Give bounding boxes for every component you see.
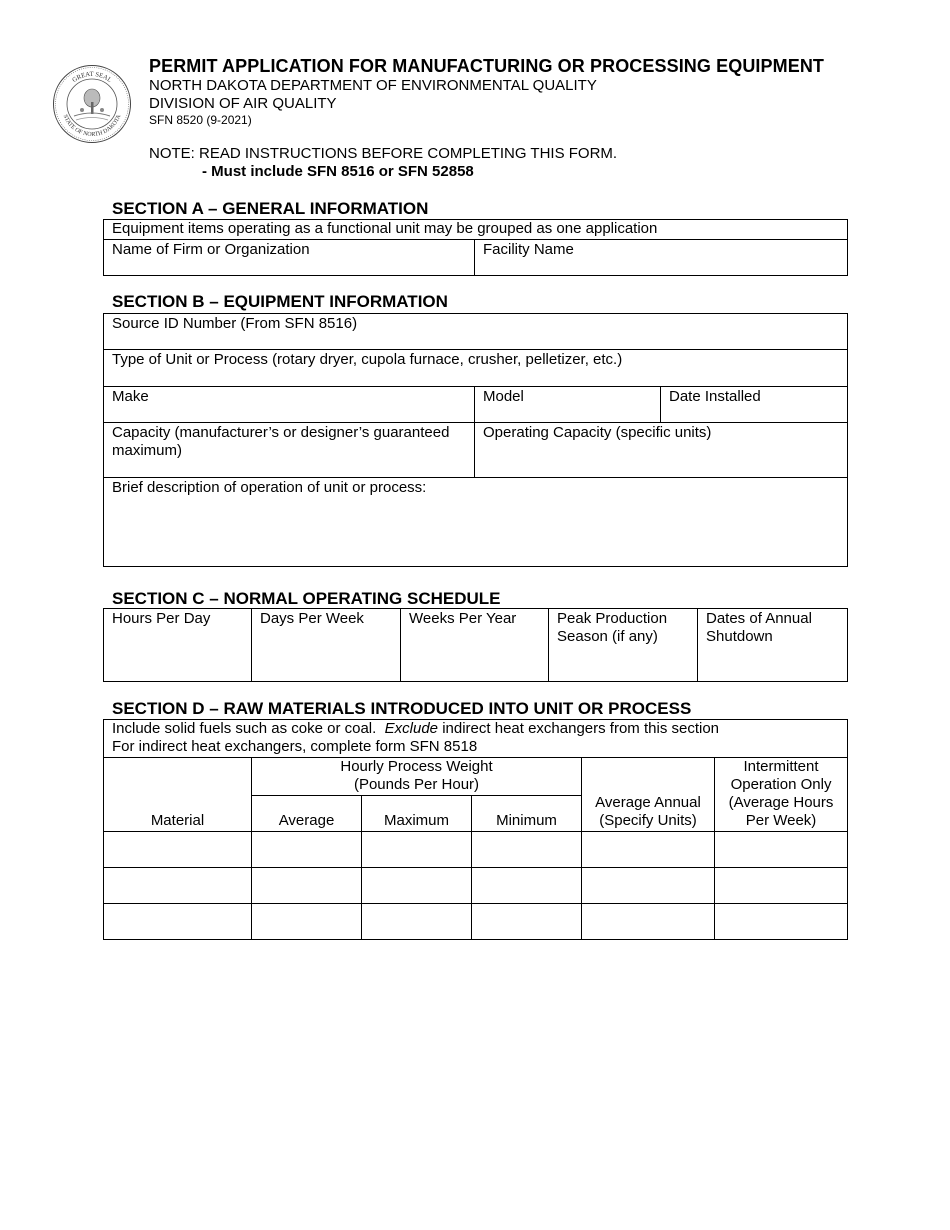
operating-capacity-field[interactable]	[475, 423, 848, 478]
facility-name-label: Facility Name	[483, 241, 574, 258]
form-title: PERMIT APPLICATION FOR MANUFACTURING OR PROCESSING EQUIPMENT	[149, 56, 825, 76]
section-d-intro-2: For indirect heat exchangers, complete form SFN 8518	[112, 738, 478, 755]
source-id-field[interactable]	[104, 314, 848, 350]
days-per-week-field[interactable]	[252, 609, 401, 682]
average-cell[interactable]	[252, 868, 362, 904]
weeks-per-year-field[interactable]	[401, 609, 549, 682]
seal-bottom-text: STATE OF NORTH DAKOTA	[61, 113, 123, 139]
intermittent-cell[interactable]	[715, 904, 848, 940]
intermittent-cell[interactable]	[715, 868, 848, 904]
minimum-cell[interactable]	[472, 832, 582, 868]
section-d-table	[103, 719, 848, 940]
table-row	[104, 868, 848, 904]
department-name: NORTH DAKOTA DEPARTMENT OF ENVIRONMENTAL QUALITY	[149, 77, 597, 94]
days-per-week-label: Days Per Week	[260, 610, 364, 627]
division-name: DIVISION OF AIR QUALITY	[149, 95, 337, 112]
source-id-label: Source ID Number (From SFN 8516)	[112, 315, 358, 332]
section-c-table	[103, 608, 848, 682]
section-a-intro: Equipment items operating as a functional unit may be grouped as one application	[104, 220, 848, 240]
average-annual-cell[interactable]	[582, 868, 715, 904]
operating-capacity-label: Operating Capacity (specific units)	[483, 424, 712, 441]
table-row	[104, 904, 848, 940]
hours-per-day-field[interactable]	[104, 609, 252, 682]
section-b-table	[103, 313, 848, 567]
description-field[interactable]	[104, 478, 848, 567]
average-annual-cell[interactable]	[582, 832, 715, 868]
material-cell[interactable]	[104, 868, 252, 904]
table-row	[104, 832, 848, 868]
section-d-intro	[104, 720, 848, 758]
maximum-cell[interactable]	[362, 832, 472, 868]
section-a-heading: SECTION A – GENERAL INFORMATION	[112, 199, 429, 218]
material-header: Material	[104, 758, 252, 832]
section-b-heading: SECTION B – EQUIPMENT INFORMATION	[112, 292, 448, 311]
capacity-label: Capacity (manufacturer’s or designer’s guaranteed maximum)	[112, 424, 450, 459]
average-header: Average	[252, 796, 362, 832]
description-label: Brief description of operation of unit or process:	[112, 479, 427, 496]
hourly-weight-header: Hourly Process Weight (Pounds Per Hour)	[252, 758, 582, 796]
model-label: Model	[483, 388, 524, 405]
firm-name-label: Name of Firm or Organization	[112, 241, 310, 258]
seal-top-text: GREAT SEAL	[71, 70, 113, 85]
unit-type-label: Type of Unit or Process (rotary dryer, cupola furnace, crusher, pelletizer, etc.)	[112, 351, 623, 368]
facility-name-field[interactable]	[475, 240, 848, 276]
maximum-header: Maximum	[362, 796, 472, 832]
form-number: SFN 8520 (9-2021)	[149, 113, 252, 127]
average-cell[interactable]	[252, 904, 362, 940]
model-field[interactable]	[475, 387, 661, 423]
make-field[interactable]	[104, 387, 475, 423]
hours-per-day-label: Hours Per Day	[112, 610, 211, 627]
intermittent-header: Intermittent Operation Only (Average Hours Per Week)	[715, 758, 848, 832]
svg-text:GREAT SEAL	[71, 71, 113, 84]
material-cell[interactable]	[104, 904, 252, 940]
average-annual-cell[interactable]	[582, 904, 715, 940]
section-d-intro-exclude: Exclude	[384, 720, 439, 737]
annual-shutdown-label: Dates of Annual Shutdown	[706, 610, 812, 645]
unit-type-field[interactable]	[104, 350, 848, 387]
capacity-field[interactable]	[104, 423, 475, 478]
make-label: Make	[112, 388, 149, 405]
annual-shutdown-field[interactable]	[698, 609, 848, 682]
average-cell[interactable]	[252, 832, 362, 868]
material-cell[interactable]	[104, 832, 252, 868]
intermittent-cell[interactable]	[715, 832, 848, 868]
maximum-cell[interactable]	[362, 904, 472, 940]
minimum-cell[interactable]	[472, 868, 582, 904]
date-installed-field[interactable]	[661, 387, 848, 423]
firm-name-field[interactable]	[104, 240, 475, 276]
minimum-header: Minimum	[472, 796, 582, 832]
section-c-heading: SECTION C – NORMAL OPERATING SCHEDULE	[112, 589, 501, 608]
minimum-cell[interactable]	[472, 904, 582, 940]
section-d-intro-c: indirect heat exchangers from this section	[442, 720, 720, 737]
maximum-cell[interactable]	[362, 868, 472, 904]
instructions-note: NOTE: READ INSTRUCTIONS BEFORE COMPLETING THIS FORM.	[149, 145, 618, 162]
peak-season-label: Peak Production Season (if any)	[557, 610, 668, 645]
peak-season-field[interactable]	[549, 609, 698, 682]
section-d-intro-a: Include solid fuels such as coke or coal.	[112, 720, 377, 737]
average-annual-header: Average Annual (Specify Units)	[582, 758, 715, 832]
weeks-per-year-label: Weeks Per Year	[409, 610, 517, 627]
attachment-note: - Must include SFN 8516 or SFN 52858	[202, 163, 474, 180]
date-installed-label: Date Installed	[669, 388, 761, 405]
section-a-table	[103, 219, 848, 276]
section-d-heading: SECTION D – RAW MATERIALS INTRODUCED INTO UNIT OR PROCESS	[112, 699, 692, 718]
state-seal-logo	[52, 64, 132, 144]
